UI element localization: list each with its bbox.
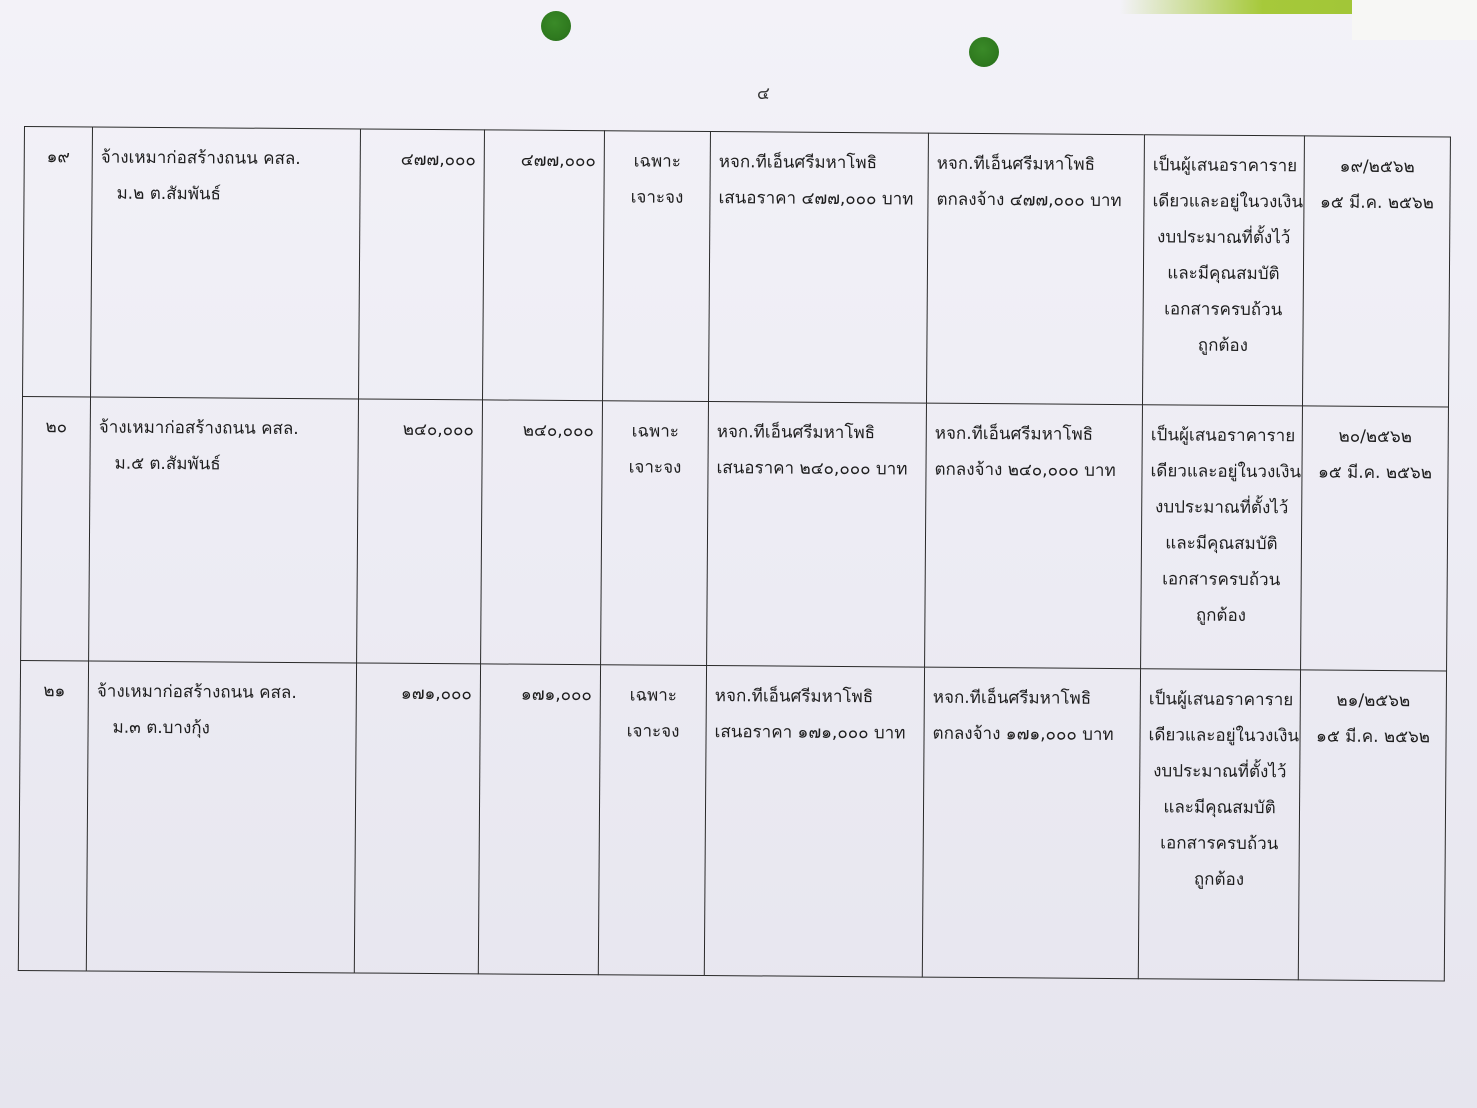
procurement-table [18, 126, 1451, 981]
reason-line: เดียวและอยู่ในวงเงิน [1150, 461, 1302, 483]
reason-line: และมีคุณสมบัติ [1167, 263, 1280, 285]
contract-number: ๒๑/๒๕๖๒ [1336, 690, 1411, 712]
method-line: เฉพาะ [629, 685, 678, 706]
work-location: ม.๕ ต.สัมพันธ์ [114, 453, 221, 475]
reason-line: งบประมาณที่ตั้งไว้ [1156, 227, 1291, 249]
reason-line: และมีคุณสมบัติ [1165, 533, 1278, 555]
method-cell [598, 665, 706, 976]
reason-line: ถูกต้อง [1197, 335, 1249, 356]
bid-price: เสนอราคา ๒๔๐,๐๐๐ บาท [716, 458, 908, 480]
selected-cell [922, 667, 1140, 979]
reference-cell [1298, 670, 1446, 981]
method-line: เจาะจง [628, 457, 682, 478]
punch-hole [969, 37, 999, 67]
reason-line: งบประมาณที่ตั้งไว้ [1155, 497, 1289, 519]
procurement-table-wrapper [18, 126, 1450, 980]
selected-cell [925, 403, 1143, 669]
method-cell [601, 401, 709, 666]
reason-line: และมีคุณสมบัติ [1163, 797, 1276, 819]
budget-amount: ๑๗๑,๐๐๐ [400, 683, 472, 705]
work-title: จ้างเหมาก่อสร้างถนน คสล. [98, 417, 299, 440]
contract-date: ๑๕ มี.ค. ๒๕๖๒ [1316, 726, 1431, 748]
budget-amount: ๔๗๗,๐๐๐ [400, 149, 476, 171]
median-price: ๒๔๐,๐๐๐ [522, 420, 594, 442]
method-cell [603, 131, 711, 402]
median-price-cell [478, 664, 600, 975]
reason-line: เอกสารครบถ้วน [1160, 833, 1279, 855]
reason-cell [1142, 135, 1304, 406]
bidder-name: หจก.ทีเอ็นศรีมหาโพธิ [716, 422, 876, 444]
agreed-price: ตกลงจ้าง ๒๔๐,๐๐๐ บาท [934, 459, 1116, 482]
method-line: เฉพาะ [631, 421, 679, 442]
item-number: ๒๑ [43, 681, 66, 702]
budget-amount: ๒๔๐,๐๐๐ [402, 419, 474, 441]
reference-cell [1301, 406, 1449, 671]
contract-number: ๒๐/๒๕๖๒ [1338, 426, 1413, 448]
selected-name: หจก.ทีเอ็นศรีมหาโพธิ [934, 423, 1094, 445]
reason-line: เอกสารครบถ้วน [1164, 299, 1283, 321]
work-location: ม.๒ ต.สัมพันธ์ [116, 183, 222, 205]
reason-line: เดียวและอยู่ในวงเงิน [1152, 191, 1304, 213]
bidders-cell [704, 666, 924, 978]
table-row [21, 396, 1449, 670]
work-description-cell [86, 661, 356, 973]
median-price-cell [481, 400, 603, 665]
item-number: ๒๐ [45, 417, 68, 438]
table-row [18, 660, 1446, 980]
bidder-name: หจก.ทีเอ็นศรีมหาโพธิ [718, 152, 878, 174]
bidders-cell [708, 132, 928, 404]
budget-cell [357, 399, 483, 664]
punch-hole [541, 11, 571, 41]
selected-name: หจก.ทีเอ็นศรีมหาโพธิ [932, 687, 1092, 709]
selected-name: หจก.ทีเอ็นศรีมหาโพธิ [936, 153, 1096, 175]
reason-line: เดียวและอยู่ในวงเงิน [1148, 725, 1300, 747]
method-line: เจาะจง [630, 187, 684, 208]
bid-price: เสนอราคา ๔๗๗,๐๐๐ บาท [718, 188, 914, 210]
reason-line: เอกสารครบถ้วน [1162, 569, 1281, 591]
contract-date: ๑๕ มี.ค. ๒๕๖๒ [1319, 192, 1434, 214]
item-number-cell [21, 396, 91, 660]
reason-line: เป็นผู้เสนอราคาราย [1152, 155, 1298, 177]
reason-line: เป็นผู้เสนอราคาราย [1150, 425, 1296, 447]
page-number: ๔ [757, 84, 770, 104]
reason-cell [1141, 405, 1303, 670]
budget-cell [359, 129, 485, 400]
bid-price: เสนอราคา ๑๗๑,๐๐๐ บาท [714, 722, 906, 744]
agreed-price: ตกลงจ้าง ๑๗๑,๐๐๐ บาท [932, 723, 1114, 746]
median-price: ๑๗๑,๐๐๐ [520, 684, 592, 706]
reason-cell [1138, 669, 1300, 980]
bidder-name: หจก.ทีเอ็นศรีมหาโพธิ [714, 686, 874, 708]
median-price: ๔๗๗,๐๐๐ [520, 150, 596, 172]
contract-date: ๑๕ มี.ค. ๒๕๖๒ [1317, 462, 1433, 484]
contract-number: ๑๙/๒๕๖๒ [1339, 156, 1415, 178]
work-title: จ้างเหมาก่อสร้างถนน คสล. [96, 681, 297, 704]
reason-line: งบประมาณที่ตั้งไว้ [1153, 761, 1287, 783]
method-line: เฉพาะ [633, 151, 681, 172]
page-corner [1352, 0, 1477, 40]
work-description-cell [91, 127, 361, 399]
method-line: เจาะจง [626, 721, 680, 742]
median-price-cell [483, 130, 605, 401]
item-number-cell [18, 660, 88, 970]
bidders-cell [707, 402, 927, 668]
work-location: ม.๓ ต.บางกุ้ง [112, 717, 210, 739]
agreed-price: ตกลงจ้าง ๔๗๗,๐๐๐ บาท [936, 189, 1122, 212]
reason-line: ถูกต้อง [1193, 869, 1245, 890]
reason-line: ถูกต้อง [1195, 605, 1247, 626]
item-number: ๑๙ [46, 147, 70, 168]
item-number-cell [23, 127, 93, 397]
reference-cell [1302, 136, 1450, 407]
selected-cell [926, 133, 1144, 405]
budget-cell [354, 663, 480, 974]
work-title: จ้างเหมาก่อสร้างถนน คสล. [100, 147, 301, 170]
work-description-cell [89, 397, 359, 663]
reason-line: เป็นผู้เสนอราคาราย [1148, 689, 1294, 711]
table-row [23, 127, 1451, 407]
